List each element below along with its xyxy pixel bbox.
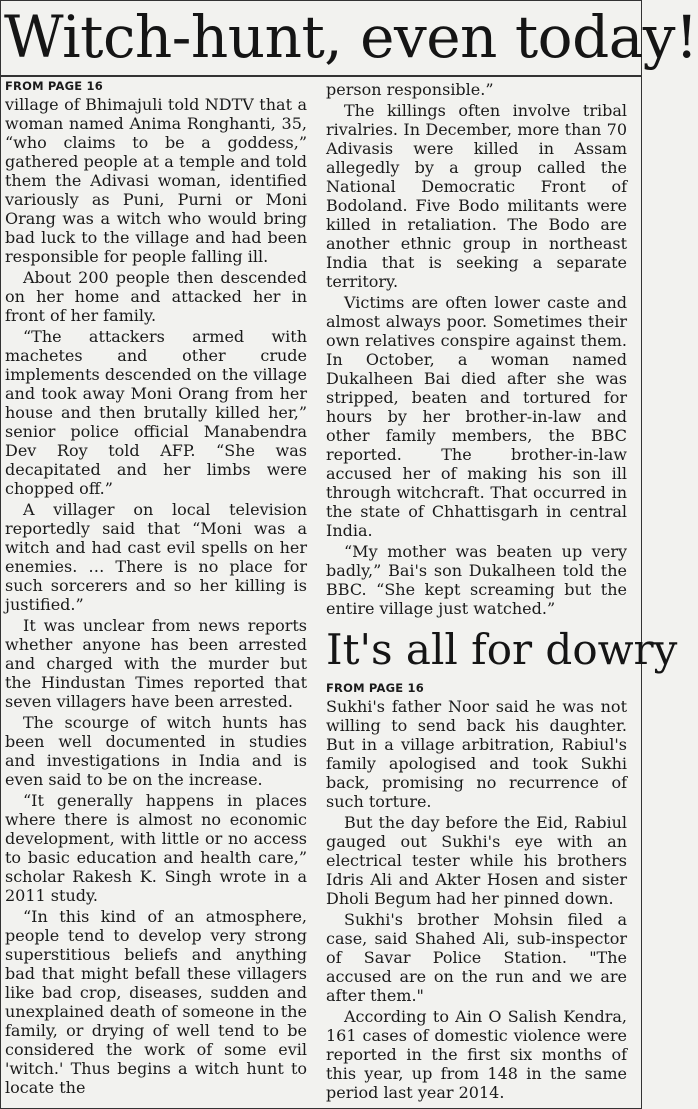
dowry-headline: It's all for dowry bbox=[326, 625, 678, 674]
from-page-kicker: FROM PAGE 16 bbox=[5, 79, 103, 93]
left-column bbox=[5, 78, 307, 1099]
article-paragraph: “The attackers armed with machetes and other crude implements descended on the village and took away Moni Orang from her house and then brutally killed her,” senior police official Manabendra Dev Roy told AFP. “She was decapitated and her limbs were chopped off.” bbox=[5, 327, 307, 498]
article-paragraph: person responsible.” bbox=[326, 80, 494, 99]
dowry-paragraph: According to Ain O Salish Kendra, 161 cases of domestic violence were reported in the first six months of this year, up from 148 in the same period last year 2014. bbox=[326, 1007, 627, 1102]
article-paragraph: “It generally happens in places where there is almost no economic development, with little or no access to basic education and health care,” scholar Rakesh K. Singh wrote in a 2011 study. bbox=[5, 791, 307, 905]
headline-rule bbox=[0, 75, 642, 77]
dowry-paragraph: But the day before the Eid, Rabiul gauged out Sukhi's eye with an electrical tester while his brothers Idris Ali and Akter Hosen and sister Dholi Begum had her pinned down. bbox=[326, 813, 627, 908]
article-paragraph: village of Bhimajuli told NDTV that a woman named Anima Ronghanti, 35, “who claims to be a goddess,” gathered people at a temple and told them the Adivasi woman, identified variously as Puni, Purni or Moni Orang was a witch who would bring bad luck to the village and had been responsible for people falling ill. bbox=[5, 95, 307, 266]
dowry-paragraph: Sukhi's brother Mohsin filed a case, said Shahed Ali, sub-inspector of Savar Police Station. "The accused are on the run and we are after them." bbox=[326, 910, 627, 1005]
article-paragraph: It was unclear from news reports whether anyone has been arrested and charged with the murder but the Hindustan Times reported that seven villagers have been arrested. bbox=[5, 616, 307, 711]
right-column bbox=[326, 80, 678, 1104]
article-paragraph: “In this kind of an atmosphere, people tend to develop very strong superstitious beliefs and anything bad that might befall these villagers like bad crop, diseases, sudden and unexplained death of someone in the family, or drying of well tend to be considered the work of some evil 'witch.' Thus begins a witch hunt to locate the bbox=[5, 907, 307, 1097]
article-paragraph: About 200 people then descended on her home and attacked her in front of her family. bbox=[5, 268, 307, 325]
article-paragraph: “My mother was beaten up very badly,” Bai's son Dukalheen told the BBC. “She kept screaming but the entire village just watched.” bbox=[326, 542, 627, 618]
article-paragraph: The scourge of witch hunts has been well documented in studies and investigations in India and is even said to be on the increase. bbox=[5, 713, 307, 789]
article-paragraph: The killings often involve tribal rivalries. In December, more than 70 Adivasis were killed in Assam allegedly by a group called the National Democratic Front of Bodoland. Five Bodo militants were killed in retaliation. The Bodo are another ethnic group in northeast India that is seeking a separate territory. bbox=[326, 101, 627, 291]
main-headline: Witch-hunt, even today! bbox=[4, 3, 698, 71]
article-paragraph: A villager on local television reportedly said that “Moni was a witch and had cast evil spells on her enemies. … There is no place for such sorcerers and so her killing is justified.” bbox=[5, 500, 307, 614]
dowry-paragraph: Sukhi's father Noor said he was not willing to send back his daughter. But in a village arbitration, Rabiul's family apologised and took Sukhi back, promising no recurrence of such torture. bbox=[326, 697, 627, 811]
dowry-from-page-kicker: FROM PAGE 16 bbox=[326, 681, 424, 695]
article-paragraph: Victims are often lower caste and almost always poor. Sometimes their own relatives conspire against them. In October, a woman named Dukalheen Bai died after she was stripped, beaten and tortured for hours by her brother-in-law and other family members, the BBC reported. The brother-in-law accused her of making his son ill through witchcraft. That occurred in the state of Chhattisgarh in central India. bbox=[326, 293, 627, 540]
